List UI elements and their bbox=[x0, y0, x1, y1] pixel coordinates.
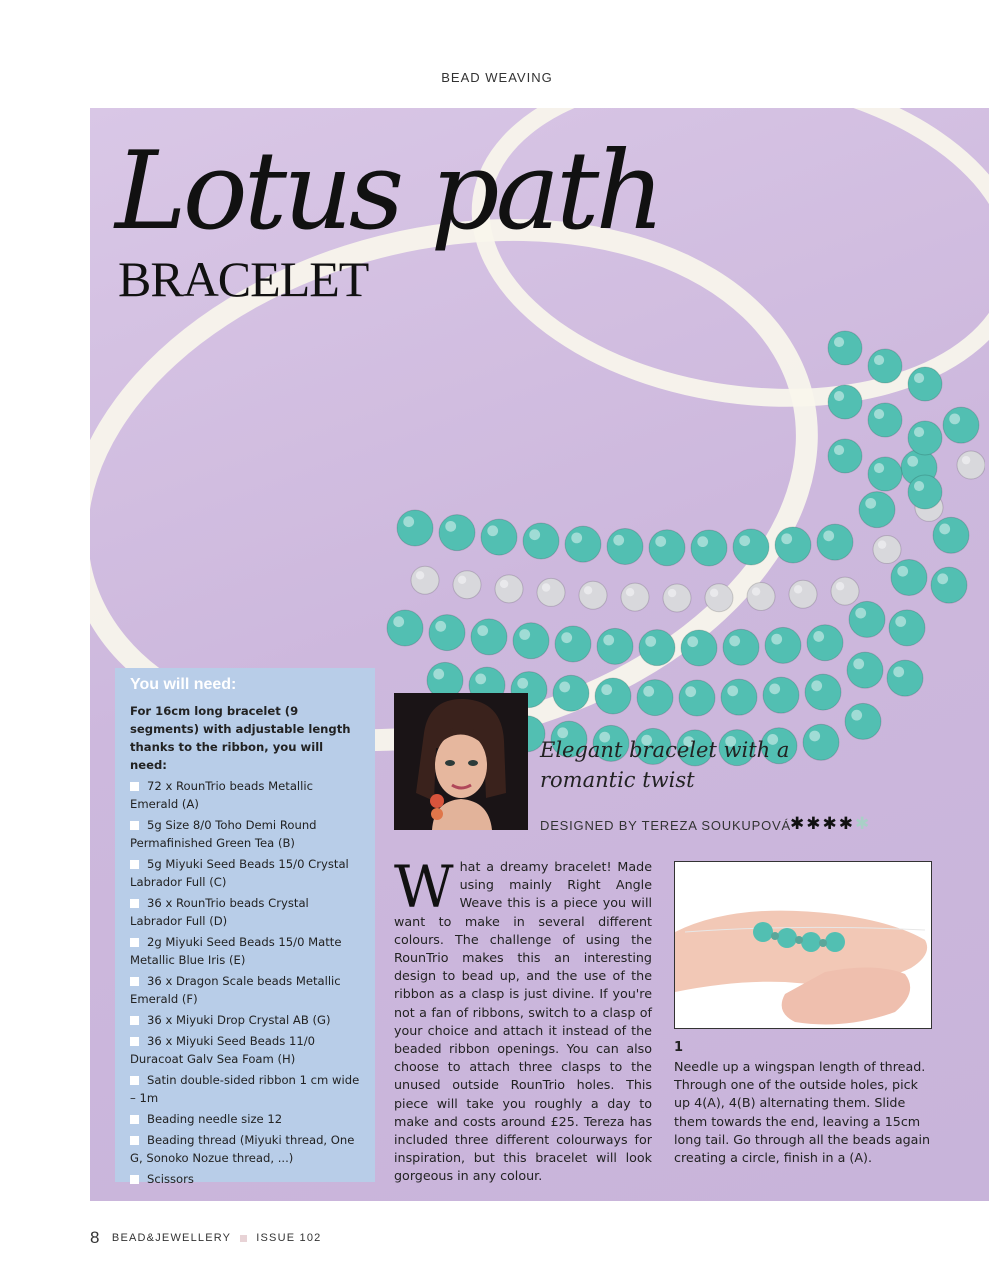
difficulty-star-empty: ✱ bbox=[854, 814, 872, 834]
subtitle: Elegant bracelet with a romantic twist bbox=[540, 738, 790, 792]
checkbox-icon[interactable] bbox=[130, 1076, 139, 1085]
checkbox-icon[interactable] bbox=[130, 977, 139, 986]
materials-item bbox=[130, 1131, 363, 1167]
materials-item-text: Satin double-sided ribbon 1 cm wide – 1m bbox=[130, 1073, 360, 1105]
materials-box bbox=[115, 668, 375, 1186]
designer-credit: DESIGNED BY TEREZA SOUKUPOVÁ bbox=[540, 818, 791, 833]
materials-item bbox=[130, 816, 363, 852]
materials-item-text: 72 x RounTrio beads Metallic Emerald (A) bbox=[130, 779, 313, 811]
materials-heading: You will need: bbox=[130, 676, 237, 693]
checkbox-icon[interactable] bbox=[130, 860, 139, 869]
issue-number: ISSUE 102 bbox=[256, 1232, 322, 1244]
materials-item-text: 5g Size 8/0 Toho Demi Round Permafinished Green Tea (B) bbox=[130, 818, 317, 850]
checkbox-icon[interactable] bbox=[130, 821, 139, 830]
materials-item bbox=[130, 777, 363, 813]
step-1-photo bbox=[674, 861, 932, 1029]
magazine-name: BEAD&JEWELLERY bbox=[111, 1232, 232, 1244]
drop-cap: W bbox=[394, 853, 454, 921]
checkbox-icon[interactable] bbox=[130, 938, 139, 947]
materials-item bbox=[130, 972, 363, 1008]
checkbox-icon[interactable] bbox=[130, 1175, 139, 1184]
materials-item bbox=[130, 1170, 363, 1188]
materials-item-text: Beading thread (Miyuki thread, One G, Sonoko Nozue thread, ...) bbox=[130, 1133, 355, 1165]
materials-list bbox=[130, 777, 363, 1188]
materials-item-text: 5g Miyuki Seed Beads 15/0 Crystal Labrador Full (C) bbox=[130, 857, 349, 889]
materials-item-text: Beading needle size 12 bbox=[147, 1112, 283, 1126]
materials-item-text: 36 x Dragon Scale beads Metallic Emerald (F) bbox=[130, 974, 341, 1006]
materials-item bbox=[130, 1032, 363, 1068]
materials-item bbox=[130, 933, 363, 969]
checkbox-icon[interactable] bbox=[130, 899, 139, 908]
step-1-number: 1 bbox=[674, 1040, 684, 1055]
materials-item bbox=[130, 894, 363, 930]
title-caps: BRACELET bbox=[118, 251, 369, 307]
designer-portrait bbox=[394, 693, 528, 830]
checkbox-icon[interactable] bbox=[130, 1136, 139, 1145]
intro-article bbox=[394, 853, 652, 1186]
materials-intro: For 16cm long bracelet (9 segments) with adjustable length thanks to the ribbon, you will need: bbox=[130, 704, 351, 772]
materials-item-text: Scissors bbox=[147, 1172, 194, 1186]
materials-item bbox=[130, 1011, 363, 1029]
section-label: BEAD WEAVING bbox=[441, 70, 553, 85]
materials-item-text: 36 x Miyuki Seed Beads 11/0 Duracoat Galv Sea Foam (H) bbox=[130, 1034, 316, 1066]
difficulty-stars-filled: ✱✱✱✱ bbox=[790, 814, 855, 834]
materials-item-text: 36 x RounTrio beads Crystal Labrador Full (D) bbox=[130, 896, 309, 928]
materials-item bbox=[130, 1071, 363, 1107]
checkbox-icon[interactable] bbox=[130, 1037, 139, 1046]
checkbox-icon[interactable] bbox=[130, 1016, 139, 1025]
intro-text: hat a dreamy bracelet! Made using mainly Right Angle Weave this is a piece you will want to make in several different colours. The challenge of using the RounTrio makes this an interesting design to bead up, and the use of the ribbon as a clasp is just divine. If you're not a fan of ribbons, switch to a clasp of your choice and attach it instead of the beaded ribbon openings. You can also choose to attach three clasps to the unused outside RounTrio holes. This piece will take you roughly a day to make and costs around £25. Tereza has included three different colourways for inspiration, but this bracelet will look gorgeous in any colour. bbox=[394, 859, 652, 1184]
materials-item bbox=[130, 1110, 363, 1128]
footer-separator bbox=[240, 1235, 247, 1242]
title-script: Lotus path bbox=[115, 129, 661, 254]
checkbox-icon[interactable] bbox=[130, 782, 139, 791]
page-number: 8 bbox=[90, 1228, 100, 1247]
page-footer bbox=[90, 1228, 321, 1248]
step-1-text: Needle up a wingspan length of thread. Through one of the outside holes, pick up 4(A), 4(B) alternating them. Slide them towards the end, leaving a 15cm long tail. Go through all the beads again creating a circle, finish in a (A). bbox=[674, 1059, 931, 1166]
materials-item-text: 2g Miyuki Seed Beads 15/0 Matte Metallic Blue Iris (E) bbox=[130, 935, 342, 967]
materials-item bbox=[130, 855, 363, 891]
difficulty-rating bbox=[790, 814, 871, 834]
checkbox-icon[interactable] bbox=[130, 1115, 139, 1124]
materials-item-text: 36 x Miyuki Drop Crystal AB (G) bbox=[147, 1013, 331, 1027]
